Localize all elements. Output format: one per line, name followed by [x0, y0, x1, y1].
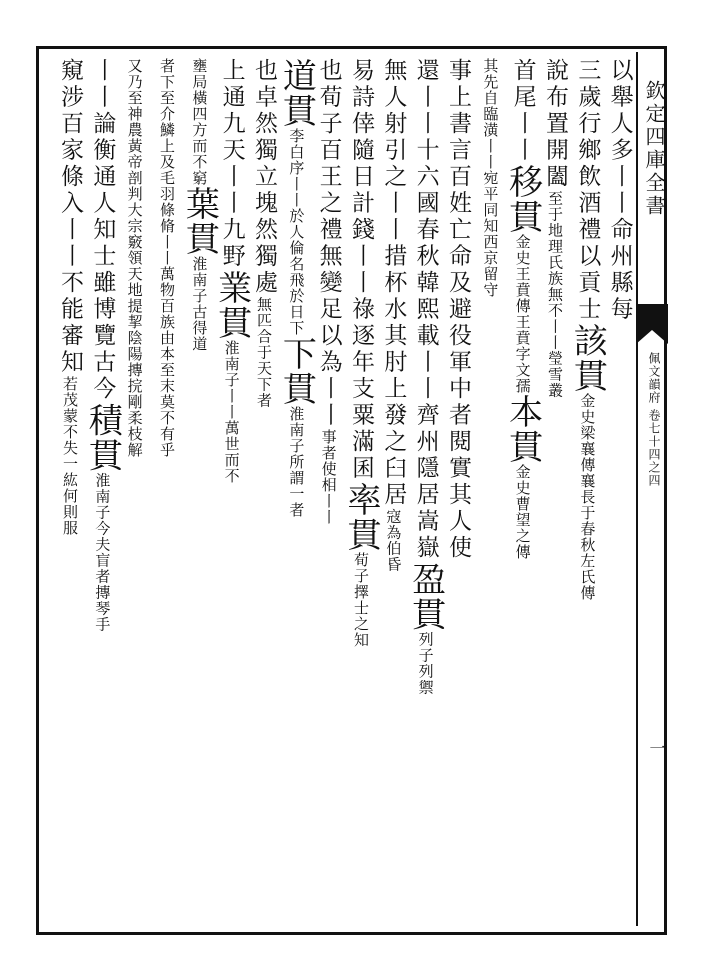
entry-heading: 下貫 — [276, 336, 317, 406]
annotation-text: 又乃至神農黃帝剖判大宗竅領天地提挈陰陽摶捖剛柔枝解 — [125, 58, 144, 458]
body-text: 無人射引之丨丨措杯水其肘上發之臼居 — [380, 58, 407, 509]
annotation-text: 金史王賁傳王賁字文孺 — [513, 234, 532, 394]
annotation-text: 事者使相丨丨 — [319, 429, 338, 525]
body-text: 荀子百王之禮無變足以為丨丨 — [315, 84, 342, 429]
body-text: 首尾丨丨 — [509, 58, 536, 164]
edge-subtitle: 佩文韻府 卷七十四之四 — [647, 352, 661, 487]
body-text: 丨丨論衡通人知士雖博覽古今 — [89, 58, 116, 403]
edge-title: 欽定四庫全書 — [642, 80, 666, 218]
body-text: 三歲行鄉飲酒禮以貢士 — [574, 58, 601, 323]
annotation-text: 淮南子所謂一者 — [287, 406, 306, 518]
annotation-text: 無匹合于天下者 — [255, 296, 273, 409]
text-columns — [50, 58, 632, 920]
column-line — [50, 58, 90, 536]
body-text: 也 — [315, 58, 342, 85]
annotation-text: 者下至介鱗上及毛羽條脩丨丨萬物百族由本至末莫不有乎 — [158, 58, 176, 458]
body-text: 易詩倖隨日計錢丨丨祿逐年支粟滿囷 — [348, 58, 374, 482]
annotation-text: 淮南子今夫盲者摶琴手 — [93, 472, 112, 633]
annotation-text: 其先自臨潢丨丨宛平 — [481, 58, 500, 202]
body-text: 窺涉百家條入丨丨不能審知 — [57, 58, 83, 376]
entry-heading: 該貫 — [567, 323, 608, 393]
annotation-text: 淮南子丨丨萬世而不 — [222, 340, 241, 484]
body-text: 以舉人多丨丨命州縣每 — [606, 58, 633, 323]
annotation-text: 壅局橫四方而不窮 — [190, 58, 209, 186]
annotation-text: 荀子擇士之知 — [352, 552, 370, 648]
annotation-text: 金史曹望之傳 — [513, 464, 532, 560]
page-number: 一 — [647, 740, 666, 756]
entry-heading: 葉貫 — [179, 186, 220, 256]
entry-heading: 業貫 — [211, 270, 252, 340]
body-text: 還丨丨十六國春秋韓熙載丨丨齊州隱居嵩嶽 — [412, 58, 439, 562]
fish-tail-mark — [636, 304, 668, 344]
entry-heading: 本貫 — [502, 394, 543, 464]
body-text: 說布置開闔 — [542, 58, 568, 191]
body-text: 上通九天丨丨九野 — [218, 58, 245, 270]
annotation-text: 寇為伯昏 — [384, 508, 403, 573]
annotation-text: 同知西京留守 — [481, 202, 500, 298]
text-column — [50, 58, 82, 920]
annotation-text: 李白序丨丨於人倫名飛於日下 — [287, 128, 306, 336]
body-text: 事上書言百姓亡命及避役軍中者閱實其人使 — [445, 58, 471, 562]
annotation-text: 金史梁襄傳襄長于春秋左氏傳 — [578, 393, 597, 601]
body-text: 也卓然獨立塊然獨處 — [251, 58, 277, 297]
annotation-text: 若茂蒙不失一紘何則服 — [61, 376, 79, 536]
annotation-text: 淮南子古得道 — [190, 256, 209, 352]
annotation-text: 列子列禦 — [416, 631, 435, 696]
annotation-text: 至于地理氏族無不丨丨瑩雪叢 — [546, 190, 564, 399]
entry-heading: 盈貫 — [405, 561, 446, 632]
entry-heading: 積貫 — [82, 402, 123, 473]
entry-heading: 率貫 — [341, 482, 381, 552]
entry-heading: 道貫 — [276, 58, 317, 128]
entry-heading: 移貫 — [502, 164, 543, 234]
